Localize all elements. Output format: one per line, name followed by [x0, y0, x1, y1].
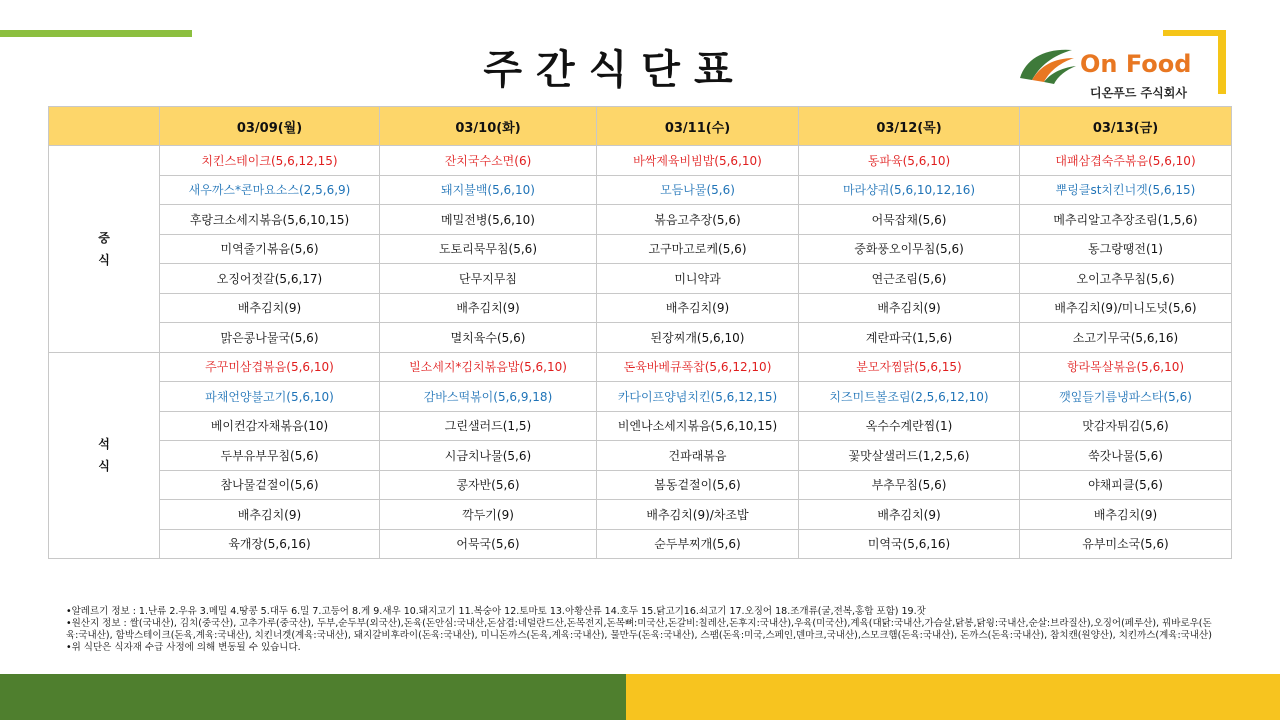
menu-cell: 연근조림(5,6) [799, 264, 1020, 294]
menu-cell: 중화풍오이무침(5,6) [799, 234, 1020, 264]
menu-body [49, 146, 1232, 559]
menu-cell: 멸치육수(5,6) [380, 323, 597, 353]
table-header-row [49, 107, 1232, 146]
top-accent-bar [0, 30, 192, 37]
menu-cell: 새우까스*콘마요소스(2,5,6,9) [160, 175, 380, 205]
menu-cell: 돈육바베큐폭찹(5,6,12,10) [597, 352, 799, 382]
menu-cell: 어묵잡채(5,6) [799, 205, 1020, 235]
origin-note: •원산지 정보 : 쌀(국내산), 김치(중국산), 고추가루(중국산), 두부,순두부(외국산),돈육(돈안심:국내산,돈삼겹:네덜란드산,돈목전지,돈목뼈:미국산,돈갈비:칠레산,돈후지:국내산),우육(미국산),계육(대닭:국내산,가슴살,닭봉,닭윙:국내산,순살:브라질산),오징어(페루산), 꿔바로우(돈육:국내산), 함박스테이크(돈육,계육:국내산), 치킨너겟(계육:국내산), 돼지갈비후라이(돈육:국내산), 미니돈까스(돈육,계육:국내산), 물만두(돈육:국내산), 스팸(돈육:미국,스페인,덴마크,국내산),스모크햄(돈육:국내산), 돈까스(돈육:국내산), 참치캔(원양산), 치킨까스(계육:국내산) [66, 618, 1212, 641]
menu-cell: 두부유부무침(5,6) [160, 441, 380, 471]
menu-cell: 고구마고로케(5,6) [597, 234, 799, 264]
weekly-menu-table [48, 106, 1232, 559]
menu-cell: 미니약과 [597, 264, 799, 294]
table-row [49, 234, 1232, 264]
day-header: 03/11(수) [597, 107, 799, 146]
table-row [49, 293, 1232, 323]
table-row [49, 411, 1232, 441]
menu-cell: 배추김치(9) [597, 293, 799, 323]
logo-frame-top [1163, 30, 1226, 36]
menu-cell: 맑은콩나물국(5,6) [160, 323, 380, 353]
menu-cell: 순두부찌개(5,6) [597, 529, 799, 559]
menu-cell: 배추김치(9) [1020, 500, 1232, 530]
logo-company-text: 디온푸드 주식회사 [1090, 86, 1187, 100]
table-row [49, 529, 1232, 559]
day-header: 03/09(월) [160, 107, 380, 146]
allergy-note: •알레르기 정보 : 1.난류 2.우유 3.메밀 4.땅콩 5.대두 6.밀 7.고등어 8.게 9.새우 10.돼지고기 11.복숭아 12.토마토 13.아황산류 14.호두 15.닭고기16.쇠고기 17.오징어 18.조개류(굴,전복,홍합 포함) 19.잣 [66, 606, 926, 617]
menu-cell: 시금치나물(5,6) [380, 441, 597, 471]
table-row [49, 500, 1232, 530]
menu-cell: 건파래볶음 [597, 441, 799, 471]
menu-cell: 파채언양불고기(5,6,10) [160, 382, 380, 412]
header-blank-cell [49, 107, 160, 146]
table-row [49, 205, 1232, 235]
footer-yellow-band [626, 674, 1280, 720]
menu-cell: 비엔나소세지볶음(5,6,10,15) [597, 411, 799, 441]
menu-cell: 대패삼겹숙주볶음(5,6,10) [1020, 146, 1232, 176]
menu-cell: 맛감자튀김(5,6) [1020, 411, 1232, 441]
menu-cell: 참나물겉절이(5,6) [160, 470, 380, 500]
menu-cell: 뿌링클st치킨너겟(5,6,15) [1020, 175, 1232, 205]
company-logo [1018, 44, 1208, 100]
menu-cell: 메추리알고추장조림(1,5,6) [1020, 205, 1232, 235]
table-row [49, 352, 1232, 382]
menu-cell: 치즈미트볼조림(2,5,6,12,10) [799, 382, 1020, 412]
menu-cell: 주꾸미삼겹볶음(5,6,10) [160, 352, 380, 382]
day-header: 03/13(금) [1020, 107, 1232, 146]
menu-cell: 동파육(5,6,10) [799, 146, 1020, 176]
menu-cell: 감바스떡볶이(5,6,9,18) [380, 382, 597, 412]
menu-cell: 항라목살볶음(5,6,10) [1020, 352, 1232, 382]
menu-cell: 배추김치(9)/미니도넛(5,6) [1020, 293, 1232, 323]
menu-cell: 도토리묵무침(5,6) [380, 234, 597, 264]
menu-cell: 바싹제육비빔밥(5,6,10) [597, 146, 799, 176]
menu-cell: 쑥갓나물(5,6) [1020, 441, 1232, 471]
menu-cell: 모듬나물(5,6) [597, 175, 799, 205]
menu-cell: 돼지불백(5,6,10) [380, 175, 597, 205]
menu-cell: 깍두기(9) [380, 500, 597, 530]
menu-cell: 옥수수계란찜(1) [799, 411, 1020, 441]
menu-cell: 후랑크소세지볶음(5,6,10,15) [160, 205, 380, 235]
meal-label-text: 중식 [98, 230, 110, 267]
menu-cell: 메밀전병(5,6,10) [380, 205, 597, 235]
page-title: 주간식단표 [483, 47, 747, 93]
day-header: 03/12(목) [799, 107, 1020, 146]
menu-cell: 분모자찜닭(5,6,15) [799, 352, 1020, 382]
menu-cell: 마라샹궈(5,6,10,12,16) [799, 175, 1020, 205]
lunch-label [49, 146, 160, 353]
menu-cell: 동그랑땡전(1) [1020, 234, 1232, 264]
disclaimer-note: •위 식단은 식자재 수급 사정에 의해 변동될 수 있습니다. [66, 642, 301, 653]
logo-brand-text: On Food [1080, 50, 1192, 78]
menu-cell: 소고기무국(5,6,16) [1020, 323, 1232, 353]
menu-cell: 오징어젓갈(5,6,17) [160, 264, 380, 294]
menu-cell: 잔치국수소면(6) [380, 146, 597, 176]
menu-cell: 빌소세지*김치볶음밥(5,6,10) [380, 352, 597, 382]
menu-cell: 깻잎들기름냉파스타(5,6) [1020, 382, 1232, 412]
menu-cell: 미역줄기볶음(5,6) [160, 234, 380, 264]
menu-cell: 콩자반(5,6) [380, 470, 597, 500]
menu-cell: 봄동겉절이(5,6) [597, 470, 799, 500]
menu-cell: 그린샐러드(1,5) [380, 411, 597, 441]
menu-cell: 어묵국(5,6) [380, 529, 597, 559]
menu-cell: 배추김치(9)/차조밥 [597, 500, 799, 530]
table-row [49, 470, 1232, 500]
menu-cell: 배추김치(9) [799, 293, 1020, 323]
menu-cell: 배추김치(9) [799, 500, 1020, 530]
menu-cell: 꽃맛살샐러드(1,2,5,6) [799, 441, 1020, 471]
menu-cell: 볶음고추장(5,6) [597, 205, 799, 235]
table-row [49, 175, 1232, 205]
table-row [49, 264, 1232, 294]
menu-cell: 오이고추무침(5,6) [1020, 264, 1232, 294]
notes-section [66, 606, 1216, 654]
menu-cell: 치킨스테이크(5,6,12,15) [160, 146, 380, 176]
logo-frame-side [1218, 30, 1226, 94]
leaf-logo-icon [1018, 44, 1078, 84]
menu-cell: 단무지무침 [380, 264, 597, 294]
menu-cell: 베이컨감자채볶음(10) [160, 411, 380, 441]
menu-cell: 된장찌개(5,6,10) [597, 323, 799, 353]
table-row [49, 323, 1232, 353]
menu-cell: 유부미소국(5,6) [1020, 529, 1232, 559]
dinner-label [49, 352, 160, 559]
day-header: 03/10(화) [380, 107, 597, 146]
menu-cell: 미역국(5,6,16) [799, 529, 1020, 559]
menu-cell: 야채피클(5,6) [1020, 470, 1232, 500]
menu-cell: 배추김치(9) [160, 293, 380, 323]
table-row [49, 441, 1232, 471]
table-row [49, 146, 1232, 176]
footer-green-band [0, 674, 626, 720]
menu-cell: 배추김치(9) [160, 500, 380, 530]
menu-cell: 카다이프양념치킨(5,6,12,15) [597, 382, 799, 412]
meal-label-text: 석식 [98, 437, 110, 474]
menu-cell: 배추김치(9) [380, 293, 597, 323]
table-row [49, 382, 1232, 412]
menu-cell: 부추무침(5,6) [799, 470, 1020, 500]
menu-cell: 육개장(5,6,16) [160, 529, 380, 559]
menu-cell: 계란파국(1,5,6) [799, 323, 1020, 353]
